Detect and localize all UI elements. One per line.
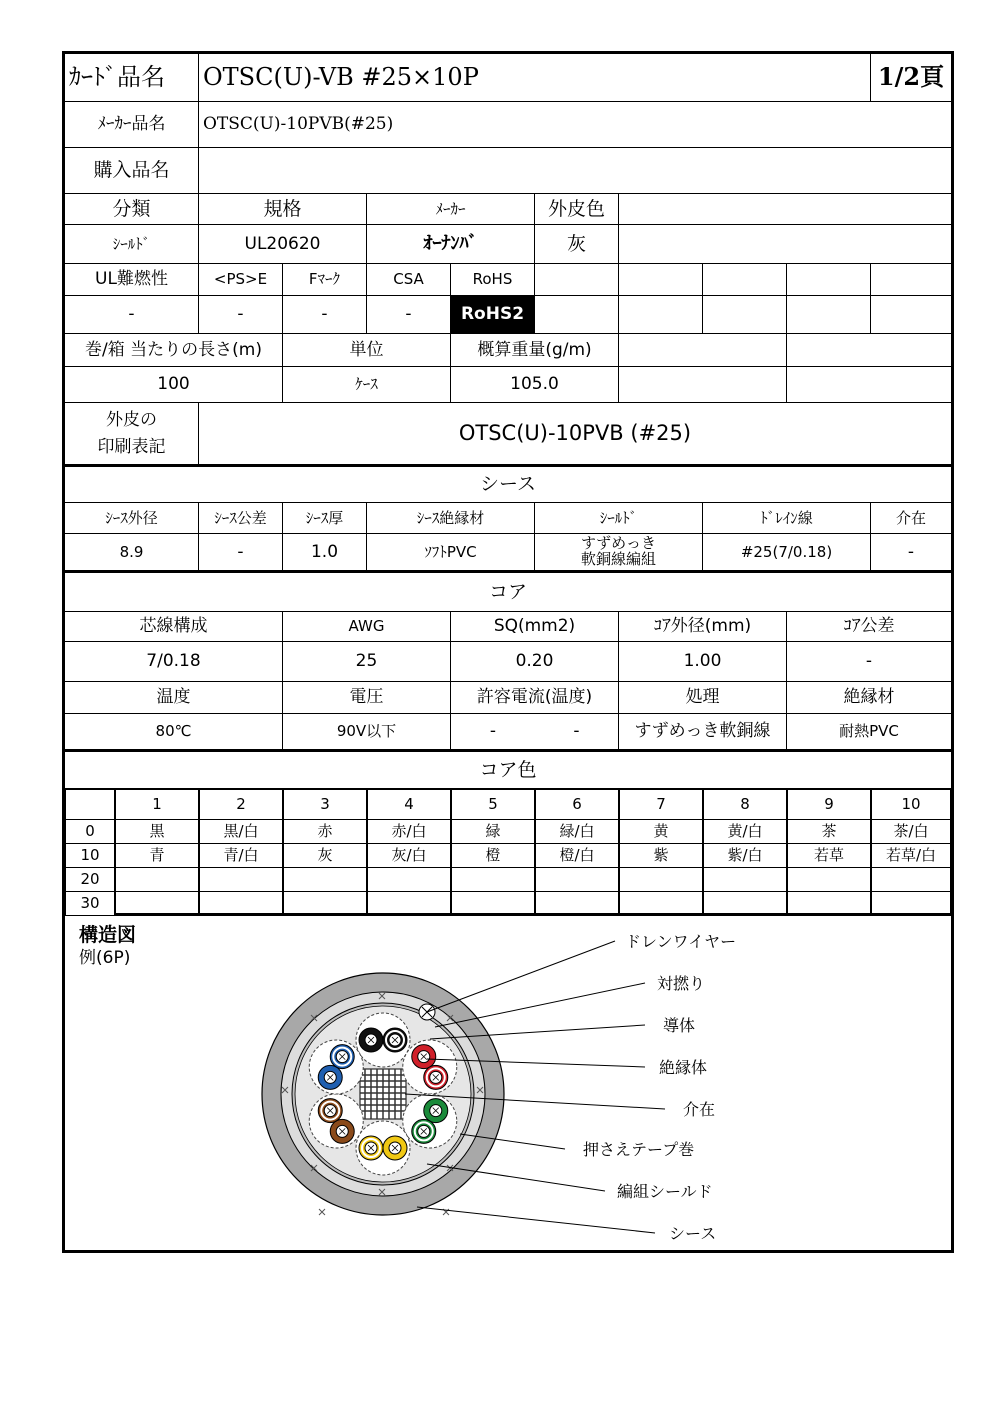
cert-value-blank [619, 296, 703, 334]
color-cell: 赤 [283, 820, 367, 844]
maker-name-label: ﾒｰｶｰ品名 [65, 102, 199, 148]
sheath-header-filler: 介在 [871, 503, 951, 534]
print-label-line2: 印刷表記 [97, 436, 166, 457]
color-cell [619, 868, 703, 892]
color-cell [199, 868, 283, 892]
color-column-header: 5 [451, 790, 535, 820]
packing-header-blank [787, 334, 951, 367]
packing-unit-label: 単位 [283, 334, 451, 367]
cert-header-ul: UL難燃性 [65, 264, 199, 296]
cert-header-pse: <PS>E [199, 264, 283, 296]
color-cell [451, 868, 535, 892]
maker-name-value: OTSC(U)-10PVB(#25) [199, 102, 951, 148]
core-value-od: 1.00 [619, 642, 787, 682]
color-cell: 紫/白 [703, 844, 787, 868]
page-number: 1/2頁 [871, 54, 951, 102]
sheath-value-tol: - [199, 534, 283, 573]
print-marking-text: OTSC(U)-10PVB (#25) [199, 403, 951, 467]
purchase-name-value [199, 148, 951, 194]
card-name-value: OTSC(U)-VB #25×10P [199, 54, 871, 102]
color-cell: 黒 [115, 820, 199, 844]
spec-header-color: 外皮色 [535, 194, 619, 225]
core-header-tol: ｺｱ公差 [787, 612, 951, 642]
packing-length-value: 100 [65, 367, 283, 403]
sheath-value-material: ｿﾌﾄPVC [367, 534, 535, 573]
label-conductor: 導体 [663, 1016, 696, 1035]
cert-value-pse: - [199, 296, 283, 334]
color-cell: 橙/白 [535, 844, 619, 868]
leader-labels [583, 932, 736, 1243]
color-cell: 橙 [451, 844, 535, 868]
core-value-treatment: すずめっき軟銅線 [619, 714, 787, 752]
color-cell: 赤/白 [367, 820, 451, 844]
core-header-temp: 温度 [65, 682, 283, 714]
core-header-treatment: 処理 [619, 682, 787, 714]
core-value-strand: 7/0.18 [65, 642, 283, 682]
cert-value-fmark: - [283, 296, 367, 334]
color-row-label: 10 [65, 844, 115, 868]
sheath-header-tol: ｼｰｽ公差 [199, 503, 283, 534]
cert-value-blank [871, 296, 951, 334]
cable-spec-sheet [62, 51, 954, 1253]
sheath-value-thick: 1.0 [283, 534, 367, 573]
cert-header-blank [787, 264, 871, 296]
spec-header-standard: 規格 [199, 194, 367, 225]
cert-header-fmark: Fﾏｰｸ [283, 264, 367, 296]
sheath-value-drain: #25(7/0.18) [703, 534, 871, 573]
sheath-value-od: 8.9 [65, 534, 199, 573]
spec-header-maker: ﾒｰｶｰ [367, 194, 535, 225]
color-cell: 緑/白 [535, 820, 619, 844]
core-header-voltage: 電圧 [283, 682, 451, 714]
packing-value-blank [787, 367, 951, 403]
color-column-header: 4 [367, 790, 451, 820]
color-cell: 紫 [619, 844, 703, 868]
cert-value-blank [787, 296, 871, 334]
packing-value-blank [619, 367, 787, 403]
color-cell: 黄/白 [703, 820, 787, 844]
label-tape: 押さえテープ巻 [583, 1140, 695, 1159]
color-cell [787, 868, 871, 892]
label-insulation: 絶縁体 [659, 1058, 708, 1077]
spec-value-maker: ｵｰﾅﾝﾊﾞ [367, 225, 535, 264]
color-row-label: 20 [65, 868, 115, 892]
spec-value-blank [619, 225, 951, 264]
color-cell: 黒/白 [199, 820, 283, 844]
core-header-awg: AWG [283, 612, 451, 642]
color-cell: 青/白 [199, 844, 283, 868]
color-cell: 灰/白 [367, 844, 451, 868]
cert-value-csa: - [367, 296, 451, 334]
color-cell [871, 868, 951, 892]
sheath-header-shield: ｼｰﾙﾄﾞ [535, 503, 703, 534]
color-column-header: 10 [871, 790, 951, 820]
purchase-name-label: 購入品名 [65, 148, 199, 194]
color-cell: 若草 [787, 844, 871, 868]
cert-header-blank [535, 264, 619, 296]
color-row-label: 0 [65, 820, 115, 844]
cert-header-blank [703, 264, 787, 296]
sheath-header-drain: ﾄﾞﾚｲﾝ線 [703, 503, 871, 534]
core-value-sq: 0.20 [451, 642, 619, 682]
print-marking-label [65, 403, 199, 467]
core-header-insulation: 絶縁材 [787, 682, 951, 714]
cert-header-blank [871, 264, 951, 296]
sheath-header-material: ｼｰｽ絶縁材 [367, 503, 535, 534]
color-cell: 黄 [619, 820, 703, 844]
spec-header-category: 分類 [65, 194, 199, 225]
color-cell: 青 [115, 844, 199, 868]
spec-value-standard: UL20620 [199, 225, 367, 264]
packing-length-label: 巻/箱 当たりの長さ(m) [65, 334, 283, 367]
spec-value-category: ｼｰﾙﾄﾞ [65, 225, 199, 264]
core-header-strand: 芯線構成 [65, 612, 283, 642]
spec-header-blank [619, 194, 951, 225]
packing-weight-value: 105.0 [451, 367, 619, 403]
color-column-header: 8 [703, 790, 787, 820]
shield-line2: 軟銅線編組 [580, 550, 656, 568]
label-braid: 編組シールド [617, 1182, 713, 1201]
color-cell [283, 868, 367, 892]
label-sheath: シース [669, 1224, 717, 1243]
color-column-header: 7 [619, 790, 703, 820]
color-column-header: 6 [535, 790, 619, 820]
spec-value-color: 灰 [535, 225, 619, 264]
rohs2-badge: RoHS2 [451, 296, 535, 334]
structure-subtitle: 例(6P) [79, 948, 131, 968]
packing-unit-value: ｹｰｽ [283, 367, 451, 403]
sheath-value-shield [535, 534, 703, 573]
core-value-current: - [451, 714, 535, 752]
color-cell [367, 868, 451, 892]
core-section-title: コア [65, 573, 951, 612]
core-value-temp: 80℃ [65, 714, 283, 752]
sheath-section-title: シース [65, 467, 951, 503]
color-row-label: 30 [65, 892, 115, 916]
sheath-value-filler: - [871, 534, 951, 573]
packing-weight-label: 概算重量(g/m) [451, 334, 619, 367]
core-header-od: ｺｱ外径(mm) [619, 612, 787, 642]
cert-header-csa: CSA [367, 264, 451, 296]
card-name-label: ｶｰﾄﾞ品名 [65, 54, 199, 102]
shield-line1: すずめっき [580, 534, 656, 553]
color-cell [703, 868, 787, 892]
color-column-header: 9 [787, 790, 871, 820]
color-cell: 緑 [451, 820, 535, 844]
structure-title: 構造図 [79, 924, 137, 946]
core-value-voltage: 90V以下 [283, 714, 451, 752]
cert-value-ul: - [65, 296, 199, 334]
core-color-section-title: コア色 [65, 752, 951, 790]
core-header-sq: SQ(mm2) [451, 612, 619, 642]
cert-value-blank [703, 296, 787, 334]
core-header-current: 許容電流(温度) [451, 682, 619, 714]
core-value-current-temp: - [535, 714, 619, 752]
filler-center [360, 1069, 406, 1119]
label-drain-wire: ドレンワイヤー [625, 932, 737, 951]
color-column-header: 2 [199, 790, 283, 820]
core-value-tol: - [787, 642, 951, 682]
cert-header-blank [619, 264, 703, 296]
cable-cross-section-diagram [65, 909, 951, 1249]
color-cell: 若草/白 [871, 844, 951, 868]
label-twist: 対撚り [657, 974, 706, 993]
packing-header-blank [619, 334, 787, 367]
color-cell [115, 868, 199, 892]
cert-value-blank [535, 296, 619, 334]
label-filler: 介在 [683, 1100, 716, 1119]
color-cell: 灰 [283, 844, 367, 868]
core-value-insulation: 耐熱PVC [787, 714, 951, 752]
color-cell: 茶/白 [871, 820, 951, 844]
color-column-header: 1 [115, 790, 199, 820]
sheath-header-thick: ｼｰｽ厚 [283, 503, 367, 534]
cert-header-rohs: RoHS [451, 264, 535, 296]
color-cell: 茶 [787, 820, 871, 844]
color-cell [535, 868, 619, 892]
color-grid-corner [65, 790, 115, 820]
sheath-header-od: ｼｰｽ外径 [65, 503, 199, 534]
print-label-line1: 外皮の [106, 409, 157, 430]
color-column-header: 3 [283, 790, 367, 820]
core-value-awg: 25 [283, 642, 451, 682]
